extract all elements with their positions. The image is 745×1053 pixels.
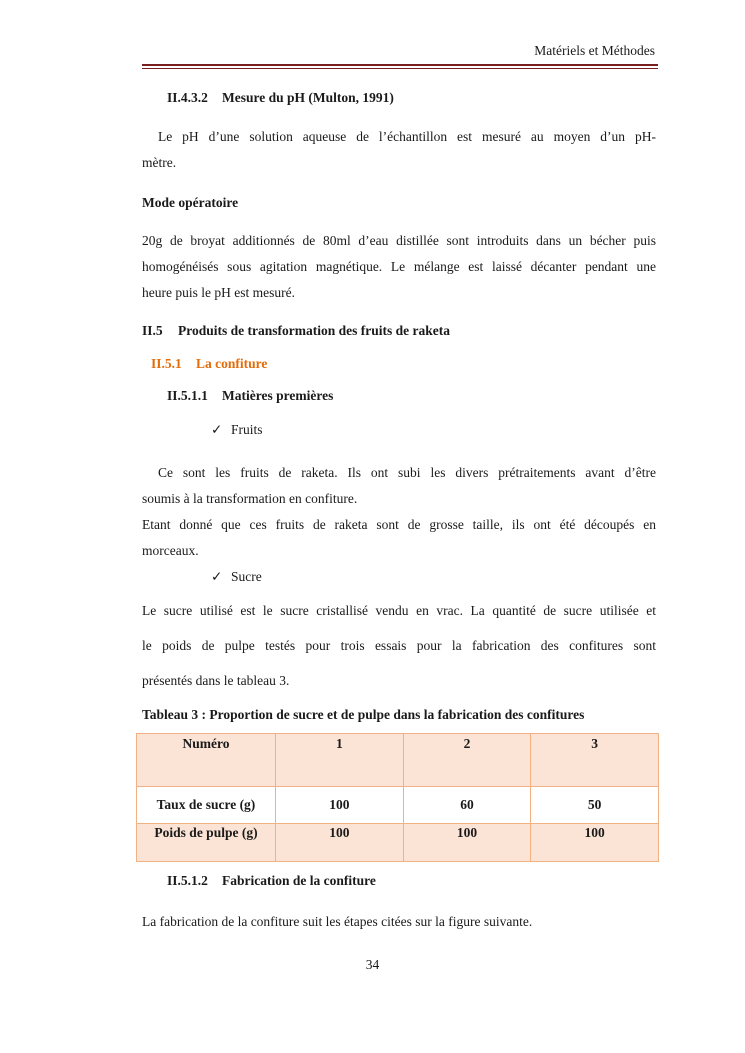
section-title-ph: Mesure du pH (Multon, 1991) xyxy=(222,90,394,105)
fruits-line2: soumis à la transformation en confiture. xyxy=(142,491,358,506)
bullet-sucre-label: Sucre xyxy=(231,569,262,584)
table-cell: 50 xyxy=(531,787,659,824)
table-cell: 60 xyxy=(403,787,531,824)
table-cell: 100 xyxy=(276,824,404,862)
page-number: 34 xyxy=(365,957,380,972)
table-cell: Poids de pulpe (g) xyxy=(137,824,276,862)
header-rule-thin xyxy=(142,68,658,69)
fruits-line1: Ce sont les fruits de raketa. Ils ont subi les divers prétraitements avant d’être xyxy=(158,465,656,480)
table-cell: 100 xyxy=(531,824,659,862)
section-number-ph: II.4.3.2 xyxy=(167,90,208,105)
section-number-ii511: II.5.1.1 xyxy=(167,388,208,403)
section-title-ii512: Fabrication de la confiture xyxy=(222,873,376,888)
checkmark-icon: ✓ xyxy=(211,422,223,437)
section-number-ii512: II.5.1.2 xyxy=(167,873,208,888)
ph-paragraph-line1: Le pH d’une solution aqueuse de l’échantillon est mesuré au moyen d’un pH- xyxy=(158,129,656,144)
mode-line1: 20g de broyat additionnés de 80ml d’eau distillée sont introduits dans un bécher puis xyxy=(142,233,656,248)
running-header: Matériels et Méthodes xyxy=(534,43,655,58)
table-caption: Tableau 3 : Proportion de sucre et de pulpe dans la fabrication des confitures xyxy=(142,707,585,722)
section-title-ii51: La confiture xyxy=(196,356,268,371)
table-cell: Taux de sucre (g) xyxy=(137,787,276,824)
table-header-cell: 1 xyxy=(276,734,404,787)
mode-operatoire-heading: Mode opératoire xyxy=(142,195,239,210)
section-number-ii51: II.5.1 xyxy=(151,356,182,371)
bullet-fruits-label: Fruits xyxy=(231,422,263,437)
table-row xyxy=(137,787,659,824)
fruits-line4: morceaux. xyxy=(142,543,199,558)
table-header-cell: 3 xyxy=(531,734,659,787)
mode-line3: heure puis le pH est mesuré. xyxy=(142,285,295,300)
sucre-line1: Le sucre utilisé est le sucre cristallisé vendu en vrac. La quantité de sucre utilisée et xyxy=(142,603,656,618)
fruits-line3: Etant donné que ces fruits de raketa sont de grosse taille, ils ont été découpés en xyxy=(142,517,656,532)
fabrication-paragraph: La fabrication de la confiture suit les étapes citées sur la figure suivante. xyxy=(142,914,533,929)
table-cell: 100 xyxy=(403,824,531,862)
ph-paragraph-line2: mètre. xyxy=(142,155,177,170)
mode-line2: homogénéisés sous agitation magnétique. Le mélange est laissé décanter pendant une xyxy=(142,259,656,274)
sucre-line3: présentés dans le tableau 3. xyxy=(142,673,290,688)
table-cell: 100 xyxy=(276,787,404,824)
table-header-cell: Numéro xyxy=(137,734,276,787)
sucre-line2: le poids de pulpe testés pour trois essais pour la fabrication des confitures sont xyxy=(142,638,656,653)
table-row xyxy=(137,824,659,862)
header-rule-thick xyxy=(142,64,658,66)
table-header-row xyxy=(137,734,659,787)
section-title-ii5: Produits de transformation des fruits de raketa xyxy=(178,323,450,338)
checkmark-icon: ✓ xyxy=(211,569,223,584)
section-title-ii511: Matières premières xyxy=(222,388,334,403)
table-header-cell: 2 xyxy=(403,734,531,787)
proportion-table xyxy=(136,733,659,862)
section-number-ii5: II.5 xyxy=(142,323,163,338)
